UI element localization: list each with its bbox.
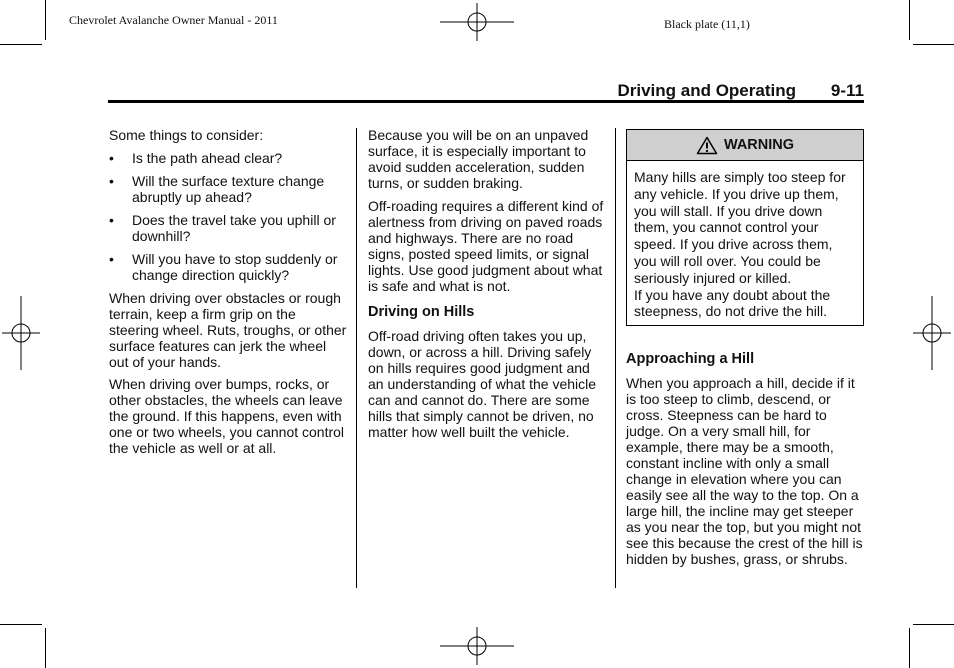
subheading: Driving on Hills: [368, 304, 475, 320]
list-item: [109, 251, 349, 283]
list-item: [109, 173, 349, 205]
column-3: [626, 129, 864, 573]
paragraph: Off-roading requires a different kind of alertness from driving on paved roads and highways. There are no road signs, posted speed limits, or signal lights. Use good judgment about what is safe and what is not.: [368, 198, 604, 294]
column-divider: [615, 128, 616, 588]
section-title: Driving and Operating: [617, 81, 796, 100]
paragraph: When driving over obstacles or rough terrain, keep a firm grip on the steering wheel. Ruts, troughs, or other surface features can jerk the wheel out of your hands.: [109, 290, 347, 370]
crop-mark: [45, 0, 46, 40]
warning-header: [627, 130, 863, 161]
paragraph: When you approach a hill, decide if it is too steep to climb, descend, or cross. Steepness can be hard to judge. On a very small hill, for example, there may be a smooth, constant incline with only a small change in elevation where you can easily see all the way to the top. On a large hill, the incline may get steeper as you near the top, but you might not see this because the crest of the hill is hidden by bushes, grass, or shrubs.: [626, 375, 863, 568]
intro-text: Some things to consider:: [109, 127, 264, 143]
column-2: [368, 127, 606, 446]
crop-mark: [0, 44, 42, 45]
bullet-icon: •: [109, 212, 114, 228]
registration-mark-icon: [2, 296, 40, 370]
page-number: 9-11: [830, 81, 864, 100]
warning-text: Many hills are simply too steep for any vehicle. If you drive up them, you will stall. If you drive down them, you cannot control your speed. If you drive across them, you will roll over. You could be seriously injured or killed.: [634, 169, 846, 286]
bullet-icon: •: [109, 173, 114, 189]
warning-label: WARNING: [723, 137, 795, 153]
list-item-text: Will you have to stop suddenly or change direction quickly?: [132, 251, 338, 283]
list-item: [109, 212, 349, 244]
crop-mark: [913, 44, 954, 45]
warning-body: [627, 161, 863, 325]
paragraph: Off-road driving often takes you up, down, or across a hill. Driving safely on hills requires good judgment and an understanding of what the vehicle can and cannot do. There are some hills that simply cannot be driven, no matter how well built the vehicle.: [368, 328, 597, 440]
bullet-icon: •: [109, 150, 114, 166]
list-item-text: Will the surface texture change abruptly up ahead?: [132, 173, 325, 205]
list-item-text: Does the travel take you uphill or downhill?: [132, 212, 336, 244]
warning-triangle-icon: [696, 136, 718, 155]
paragraph: Because you will be on an unpaved surface, it is especially important to avoid sudden acceleration, sudden turns, or sudden braking.: [368, 127, 589, 191]
warning-text: If you have any doubt about the steepness, do not drive the hill.: [634, 286, 831, 320]
warning-box: [626, 129, 864, 326]
subheading: Approaching a Hill: [626, 351, 755, 368]
bullet-icon: •: [109, 251, 114, 267]
manual-title: Chevrolet Avalanche Owner Manual - 2011: [69, 13, 278, 27]
registration-mark-icon: [440, 3, 514, 41]
paragraph: When driving over bumps, rocks, or other obstacles, the wheels can leave the ground. If this happens, even with one or two wheels, you cannot control the vehicle as well or at all.: [109, 376, 345, 456]
crop-mark: [909, 628, 910, 668]
column-1: [109, 127, 349, 462]
crop-mark: [45, 628, 46, 668]
column-divider: [356, 128, 357, 588]
crop-mark: [0, 624, 42, 625]
crop-mark: [913, 624, 954, 625]
list-item-text: Is the path ahead clear?: [132, 150, 283, 166]
section-header: [108, 80, 864, 103]
registration-mark-icon: [440, 627, 514, 665]
list-item: [109, 150, 349, 166]
plate-label: Black plate (11,1): [664, 17, 750, 31]
registration-mark-icon: [913, 296, 951, 370]
crop-mark: [909, 0, 910, 40]
